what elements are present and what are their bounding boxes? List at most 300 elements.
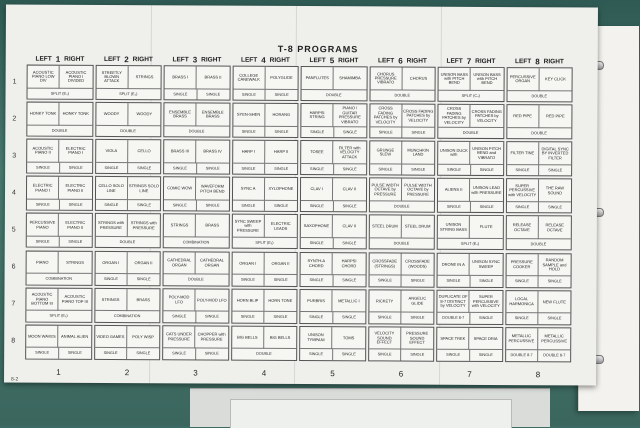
program-pair[interactable] bbox=[368, 289, 435, 324]
right-mode: SINGLE bbox=[332, 349, 365, 360]
left-program-name: WOODY bbox=[96, 103, 128, 126]
left-mode: SINGLE bbox=[173, 92, 188, 97]
right-mode: SINGLE bbox=[469, 313, 502, 324]
right-mode: SINGLE bbox=[332, 312, 365, 323]
program-modes bbox=[301, 237, 366, 249]
program-pair[interactable] bbox=[300, 251, 367, 286]
program-pair[interactable] bbox=[163, 214, 230, 249]
program-mode bbox=[96, 87, 161, 99]
left-mode: SINGLE bbox=[309, 352, 324, 357]
program-pair[interactable] bbox=[163, 65, 230, 100]
left-program-name: SYNC A bbox=[232, 178, 264, 201]
bank-3 bbox=[162, 65, 230, 362]
right-program-name: METALLIC I bbox=[338, 297, 360, 303]
program-pair[interactable] bbox=[163, 102, 230, 137]
right-program-name: CROSS FADING PATCHES by VELOCITY bbox=[471, 108, 502, 123]
bank-header bbox=[164, 53, 231, 65]
left-program-name: RELEASE OCTAVE bbox=[506, 216, 538, 239]
right-program-name: STRINGS bbox=[135, 74, 154, 80]
header-left-label: LEFT bbox=[309, 56, 326, 64]
program-pair[interactable] bbox=[163, 177, 230, 212]
left-program-name: ACOUSTIC PIANO II bbox=[27, 140, 59, 163]
row-number: 2 bbox=[12, 115, 17, 123]
right-mode: SINGLE bbox=[469, 350, 502, 361]
left-mode: SINGLE bbox=[309, 241, 324, 246]
left-program-name: HONKY TONK bbox=[27, 103, 59, 126]
right-mode: SINGLE bbox=[196, 200, 229, 211]
program-pair[interactable] bbox=[369, 66, 436, 101]
program-pair[interactable] bbox=[231, 288, 298, 323]
program-pair[interactable] bbox=[26, 250, 93, 285]
left-program-name: BRASS I bbox=[165, 66, 197, 89]
program-pair[interactable] bbox=[26, 102, 93, 137]
right-program-name: UNISON LEAD with PRESSURE bbox=[471, 184, 502, 195]
bank-4 bbox=[231, 66, 299, 363]
program-pair[interactable] bbox=[506, 67, 573, 102]
right-mode: SINGLE bbox=[401, 313, 434, 324]
right-mode: SINGLE bbox=[538, 313, 571, 324]
program-modes bbox=[164, 162, 229, 174]
program-mode bbox=[95, 236, 160, 248]
program-pair[interactable] bbox=[162, 325, 229, 360]
left-mode: SINGLE bbox=[35, 239, 50, 244]
program-modes bbox=[95, 273, 160, 285]
right-program-name: ANGELIC GLIDE bbox=[408, 295, 427, 306]
right-mode: SINGLE bbox=[58, 348, 91, 359]
program-pair[interactable] bbox=[505, 178, 572, 213]
left-program-name: SUPER PERCUSSIVE with VELOCITY bbox=[506, 179, 538, 202]
right-program-name: ANIMAL ALIEN bbox=[61, 333, 89, 339]
header-left-label: LEFT bbox=[103, 55, 121, 63]
left-program-name: PIANO bbox=[27, 251, 59, 274]
program-pair[interactable] bbox=[95, 139, 162, 174]
left-mode: SINGLE bbox=[241, 166, 256, 171]
right-program-name: XYLOPHONE bbox=[268, 186, 294, 192]
left-program-name: PERCUSSIVE ORGAN bbox=[507, 68, 539, 91]
program-pair[interactable] bbox=[95, 102, 162, 137]
program-pair[interactable] bbox=[231, 325, 298, 360]
right-program-name: BRASS IV bbox=[203, 148, 222, 154]
page-number: 8-2 bbox=[11, 376, 19, 383]
left-mode: SINGLE bbox=[310, 129, 325, 135]
left-program-name: FILTER TINE bbox=[507, 142, 539, 165]
program-modes bbox=[27, 198, 92, 210]
program-pair[interactable] bbox=[163, 139, 230, 174]
left-mode: SINGLE bbox=[35, 202, 50, 207]
bank-number: 3 bbox=[192, 54, 198, 64]
left-program-name: ORGAN I bbox=[232, 252, 264, 275]
program-pair[interactable] bbox=[300, 214, 367, 249]
left-mode: SINGLE bbox=[514, 279, 529, 284]
program-mode bbox=[232, 348, 297, 360]
program-modes bbox=[506, 275, 571, 287]
program-pair[interactable] bbox=[506, 104, 573, 139]
program-modes bbox=[506, 312, 571, 324]
program-pair[interactable] bbox=[94, 176, 161, 211]
left-mode: SINGLE bbox=[309, 315, 324, 320]
left-program-name: UNISON DUCK with bbox=[438, 142, 470, 165]
program-mode bbox=[438, 89, 503, 101]
right-mode: SINGLE bbox=[264, 275, 297, 286]
pair-mode: DOUBLE bbox=[256, 352, 272, 357]
right-program-name: CROSS FADING PATCHES by VELOCITY bbox=[403, 108, 434, 123]
right-mode: SINGLE bbox=[470, 165, 503, 176]
programs-sheet bbox=[4, 4, 598, 385]
left-mode: SINGLE bbox=[172, 203, 187, 208]
program-mode bbox=[507, 90, 572, 102]
left-program-name: VELOCITY SOUND EFFECT bbox=[369, 327, 401, 350]
program-modes bbox=[370, 126, 435, 138]
left-mode: SINGLE bbox=[104, 165, 119, 171]
left-program-name: CHORUS PRESSURE VIBRATO bbox=[370, 67, 402, 90]
program-pair[interactable] bbox=[505, 215, 572, 250]
left-program-name: SYEN-SHEN bbox=[233, 104, 265, 127]
left-mode: SINGLE bbox=[240, 277, 255, 283]
left-program-name: ORGAN I bbox=[95, 251, 127, 274]
left-program-name: VIDEO GAMES bbox=[95, 326, 127, 349]
left-program-name: MOON WAVES bbox=[26, 325, 58, 348]
program-mode bbox=[301, 89, 366, 101]
row-number: 7 bbox=[11, 300, 16, 308]
pair-mode: DOUBLE bbox=[51, 128, 68, 133]
bottom-tray bbox=[190, 388, 550, 427]
program-modes bbox=[95, 199, 160, 211]
program-pair[interactable] bbox=[299, 289, 366, 324]
header-right-label: RIGHT bbox=[64, 55, 85, 63]
left-program-name: BRASS III bbox=[164, 140, 196, 163]
program-pair[interactable] bbox=[232, 103, 299, 138]
program-pair[interactable] bbox=[368, 178, 435, 213]
bank-1 bbox=[25, 65, 93, 362]
program-mode bbox=[96, 125, 161, 137]
program-pair[interactable] bbox=[94, 325, 161, 360]
program-pair[interactable] bbox=[436, 326, 503, 361]
program-pair[interactable] bbox=[232, 66, 299, 101]
right-mode: DOUBLE 8-7 bbox=[537, 350, 570, 361]
pair-mode: SPLIT (E₃) bbox=[255, 240, 274, 246]
program-modes bbox=[369, 311, 434, 323]
program-pair[interactable] bbox=[505, 253, 572, 288]
program-pair[interactable] bbox=[506, 141, 573, 176]
program-pair[interactable] bbox=[26, 176, 93, 211]
pair-mode: DOUBLE bbox=[394, 93, 411, 98]
left-mode: SINGLE bbox=[377, 352, 392, 357]
left-mode: SINGLE bbox=[241, 129, 256, 134]
program-modes bbox=[164, 199, 229, 211]
left-program-name: BIG BELLS bbox=[232, 326, 264, 349]
right-mode: SINGLE bbox=[126, 348, 159, 359]
right-mode: SINGLE bbox=[196, 89, 229, 100]
right-mode: SINGLE bbox=[127, 274, 160, 285]
program-pair[interactable] bbox=[369, 103, 436, 138]
program-modes bbox=[301, 126, 366, 138]
right-mode: SINGLE bbox=[332, 275, 365, 286]
right-mode: SINGLE bbox=[196, 163, 229, 174]
bank-number: 2 bbox=[124, 54, 129, 64]
program-modes bbox=[27, 161, 92, 173]
left-program-name: LOCAL HARMONICA bbox=[506, 291, 538, 314]
right-mode: SINGLE bbox=[333, 127, 366, 138]
right-mode: SINGLE bbox=[402, 127, 435, 138]
program-pair[interactable] bbox=[163, 251, 230, 286]
right-mode: SINGLE bbox=[59, 162, 92, 173]
bank-number: 5 bbox=[329, 55, 335, 65]
left-program-name: CROSSFADE (STRINGS) bbox=[369, 253, 401, 276]
left-program-name: ENSEMBLE BRASS bbox=[164, 103, 196, 126]
left-program-name: ACOUSTIC PIANO LOW DIV bbox=[28, 66, 60, 89]
program-pair[interactable] bbox=[505, 327, 572, 362]
program-pair[interactable] bbox=[25, 324, 92, 359]
right-program-name: DIGITAL SYNC BY INVERTED FILTER bbox=[541, 145, 569, 161]
program-pair[interactable] bbox=[368, 252, 435, 287]
right-program-name: ACOUSTIC PIANO I DIVIDED bbox=[65, 69, 87, 84]
program-mode bbox=[369, 200, 434, 212]
left-program-name: PANFLUTES bbox=[302, 67, 334, 90]
right-program-name: KEY CLICK bbox=[545, 76, 566, 82]
right-program-name: HARP II bbox=[273, 149, 289, 155]
left-program-name: STRINGS bbox=[95, 289, 127, 312]
right-program-name: METALLIC PERCUSSIVE bbox=[541, 333, 568, 344]
right-program-name: ORGAN II bbox=[134, 259, 153, 265]
program-pair[interactable] bbox=[26, 65, 93, 100]
program-modes bbox=[438, 163, 503, 175]
program-mode bbox=[27, 124, 92, 136]
right-program-name: RANDOM SAMPLE and HOLD bbox=[542, 257, 567, 272]
program-pair[interactable] bbox=[94, 250, 161, 285]
program-pair[interactable] bbox=[437, 252, 504, 287]
left-mode: DOUBLE 8-7 bbox=[442, 316, 465, 321]
program-mode bbox=[438, 238, 503, 250]
right-program-name: TOMS bbox=[342, 334, 355, 340]
right-mode: SINGLE bbox=[538, 276, 571, 287]
program-modes bbox=[437, 349, 502, 361]
right-program-name: BRASS bbox=[136, 296, 151, 302]
right-program-name: PRESSURE SOUND EFFECT bbox=[406, 330, 429, 345]
right-program-name: UNISON SYNC SWEEP bbox=[472, 259, 500, 269]
left-mode: SINGLE bbox=[309, 204, 324, 209]
header-right-label: RIGHT bbox=[543, 57, 564, 65]
pair-mode: DOUBLE bbox=[531, 94, 548, 99]
right-mode: SINGLE bbox=[400, 350, 433, 361]
program-pair[interactable] bbox=[505, 290, 572, 325]
left-program-name: STREETLY BLOWN ATTACK bbox=[96, 66, 128, 89]
right-mode: SINGLE bbox=[195, 312, 228, 323]
right-program-name: UNISON PITCH BEND and VIBRATO bbox=[472, 145, 501, 160]
pair-mode: SPLIT (E₄) bbox=[50, 91, 69, 96]
program-mode bbox=[506, 238, 571, 250]
program-mode bbox=[95, 310, 160, 322]
left-program-name: HARPSI STRING bbox=[301, 104, 333, 127]
bank-header bbox=[301, 54, 368, 66]
left-mode: SINGLE bbox=[241, 92, 256, 97]
right-mode: SINGLE bbox=[264, 312, 297, 323]
program-pair[interactable] bbox=[299, 326, 366, 361]
pair-mode: DOUBLE bbox=[530, 242, 547, 247]
program-pair[interactable] bbox=[231, 251, 298, 286]
program-pair[interactable] bbox=[94, 288, 161, 323]
row-number: 1 bbox=[12, 78, 17, 86]
right-mode: SINGLE bbox=[127, 163, 160, 174]
bank-bottom-number: 1 bbox=[56, 367, 61, 377]
right-mode: SINGLE bbox=[333, 201, 366, 212]
program-pair[interactable] bbox=[300, 103, 367, 138]
program-modes bbox=[437, 312, 502, 324]
right-program-name: HONKY TONK bbox=[62, 110, 89, 116]
right-program-name: CROSSFADE (WOODS) bbox=[405, 258, 430, 269]
program-modes bbox=[506, 349, 571, 361]
right-mode: SINGLE bbox=[401, 164, 434, 175]
right-program-name: CLAV II bbox=[342, 223, 356, 229]
left-mode: SINGLE bbox=[310, 167, 324, 172]
bank-7 bbox=[436, 67, 504, 364]
pair-mode: SPLIT (C₄) bbox=[461, 93, 480, 98]
left-mode: SINGLE bbox=[447, 167, 461, 172]
left-program-name: RICKETY bbox=[369, 290, 401, 313]
right-mode: SINGLE bbox=[332, 238, 365, 249]
program-modes bbox=[301, 274, 366, 286]
program-pair[interactable] bbox=[300, 66, 367, 101]
program-pair[interactable] bbox=[437, 141, 504, 176]
program-pair[interactable] bbox=[94, 213, 161, 248]
bank-number: 6 bbox=[398, 56, 403, 66]
right-program-name: ORGAN II bbox=[271, 260, 290, 266]
page-title: T-8 PROGRAMS bbox=[277, 43, 359, 55]
bank-number: 1 bbox=[55, 54, 61, 64]
bank-bottom-number: 5 bbox=[330, 369, 335, 379]
pair-mode: SPLIT (E₄) bbox=[119, 91, 138, 96]
program-pair[interactable] bbox=[232, 140, 299, 175]
program-mode bbox=[369, 237, 434, 249]
program-modes bbox=[26, 347, 91, 359]
program-modes bbox=[233, 88, 298, 100]
left-program-name: PERCUSSIVE PIANO bbox=[27, 214, 59, 237]
right-program-name: WAVEFORM PITCH BEND bbox=[200, 183, 225, 194]
right-mode: SINGLE bbox=[538, 165, 571, 176]
left-program-name: PULSE WIDTH OCTAVE by PRESSURE bbox=[369, 179, 401, 202]
program-modes bbox=[163, 310, 228, 322]
left-program-name: CATHEDRAL ORGAN bbox=[164, 252, 196, 275]
left-mode: SINGLE bbox=[103, 277, 118, 282]
right-program-name: CHOPPER with PRESSURE bbox=[197, 331, 226, 342]
header-left-label: LEFT bbox=[446, 57, 463, 65]
left-program-name: CELLO SOLO LINE bbox=[95, 177, 127, 200]
left-program-name: COLLEGE CANEWALK bbox=[233, 67, 265, 90]
right-program-name: HORN TONE bbox=[268, 297, 293, 303]
right-mode: SINGLE bbox=[538, 202, 571, 213]
right-program-name: ELECTRIC PIANO I bbox=[65, 145, 86, 156]
right-program-name: HARPSI CHORD bbox=[341, 258, 357, 269]
program-pair[interactable] bbox=[26, 139, 93, 174]
bank-header bbox=[438, 55, 505, 67]
header-left-label: LEFT bbox=[514, 57, 532, 65]
left-mode: SINGLE bbox=[377, 315, 392, 320]
left-program-name: STRINGS with PRESSURE bbox=[95, 214, 127, 237]
program-pair[interactable] bbox=[437, 178, 504, 213]
right-mode: SINGLE bbox=[469, 276, 502, 287]
pair-mode: COMBINATION bbox=[45, 276, 73, 282]
pair-mode: DOUBLE bbox=[531, 131, 547, 136]
pair-mode: SPLIT (E₅) bbox=[49, 314, 68, 319]
header-left-label: LEFT bbox=[35, 55, 52, 63]
program-mode bbox=[438, 126, 503, 138]
bank-number: 7 bbox=[466, 56, 472, 66]
program-pair[interactable] bbox=[300, 140, 367, 175]
left-mode: SINGLE bbox=[446, 279, 461, 284]
header-right-label: RIGHT bbox=[132, 55, 153, 63]
program-pair[interactable] bbox=[369, 141, 436, 176]
header-right-label: RIGHT bbox=[406, 57, 427, 65]
program-mode bbox=[370, 89, 435, 101]
program-pair[interactable] bbox=[437, 67, 504, 102]
left-program-name: HORN BLIP bbox=[232, 289, 264, 312]
program-pair[interactable] bbox=[300, 177, 367, 212]
program-pair[interactable] bbox=[162, 288, 229, 323]
left-program-name: ELECTRIC PIANO I bbox=[27, 177, 59, 200]
left-mode: SINGLE bbox=[378, 130, 393, 135]
right-program-name: BIG BELLS bbox=[269, 334, 291, 340]
left-program-name: CROSS FADING PATCHES by VELOCITY bbox=[438, 105, 470, 128]
right-program-name: PIANO / GUITAR PRESSURE VIBRATO bbox=[338, 105, 361, 125]
left-program-name: SYNTH-A CHORD bbox=[301, 252, 333, 275]
right-mode: SINGLE bbox=[127, 200, 160, 211]
program-pair[interactable] bbox=[26, 213, 93, 248]
left-mode: SINGLE bbox=[309, 278, 324, 283]
bank-number: 4 bbox=[261, 55, 266, 65]
program-mode bbox=[27, 273, 92, 285]
program-grid bbox=[25, 65, 575, 365]
program-pair[interactable] bbox=[368, 215, 435, 250]
left-mode: SINGLE bbox=[240, 315, 255, 320]
left-program-name: PURBRIS bbox=[300, 290, 332, 313]
pair-mode: DOUBLE bbox=[119, 240, 136, 245]
header-left-label: LEFT bbox=[377, 56, 395, 64]
header-right-label: RIGHT bbox=[338, 56, 359, 64]
right-program-name: MUNCHKIN LAND bbox=[407, 147, 429, 158]
left-program-name: METALLIC PERCUSSIVE bbox=[506, 328, 538, 351]
bank-header bbox=[369, 54, 436, 66]
right-program-name: NEW FLUTE bbox=[542, 298, 566, 304]
right-program-name: STRINGS SOLO LINE bbox=[128, 183, 159, 193]
pair-mode: DOUBLE bbox=[393, 204, 410, 209]
program-pair[interactable] bbox=[95, 65, 162, 100]
left-mode: SINGLE bbox=[446, 353, 461, 358]
program-mode bbox=[232, 237, 297, 249]
left-mode: SINGLE bbox=[514, 316, 529, 321]
right-mode: SINGLE bbox=[265, 126, 298, 137]
left-program-name: CATS UNDER PRESSURE bbox=[163, 326, 195, 349]
left-program-name: SAXOPHONE bbox=[301, 215, 333, 238]
program-pair[interactable] bbox=[231, 177, 298, 212]
bank-bottom-number: 3 bbox=[193, 368, 198, 378]
program-pair[interactable] bbox=[437, 104, 504, 139]
program-pair[interactable] bbox=[437, 215, 504, 250]
left-program-name: TOSEE bbox=[301, 141, 333, 164]
program-pair[interactable] bbox=[231, 214, 298, 249]
bank-2 bbox=[94, 65, 162, 362]
program-modes bbox=[96, 162, 161, 174]
left-program-name: UNISON BASS with PITCH BEND bbox=[439, 68, 471, 91]
left-program-name: STEEL DRUM bbox=[369, 216, 401, 239]
program-modes bbox=[438, 275, 503, 287]
program-modes bbox=[164, 88, 229, 100]
right-program-name: STRINGS bbox=[66, 259, 84, 265]
bank-bottom-number: 6 bbox=[398, 369, 404, 379]
program-pair[interactable] bbox=[368, 326, 435, 361]
left-program-name: HARP I bbox=[233, 141, 265, 164]
bank-5 bbox=[299, 66, 367, 363]
program-pair[interactable] bbox=[436, 289, 503, 324]
program-pair[interactable] bbox=[25, 287, 92, 322]
